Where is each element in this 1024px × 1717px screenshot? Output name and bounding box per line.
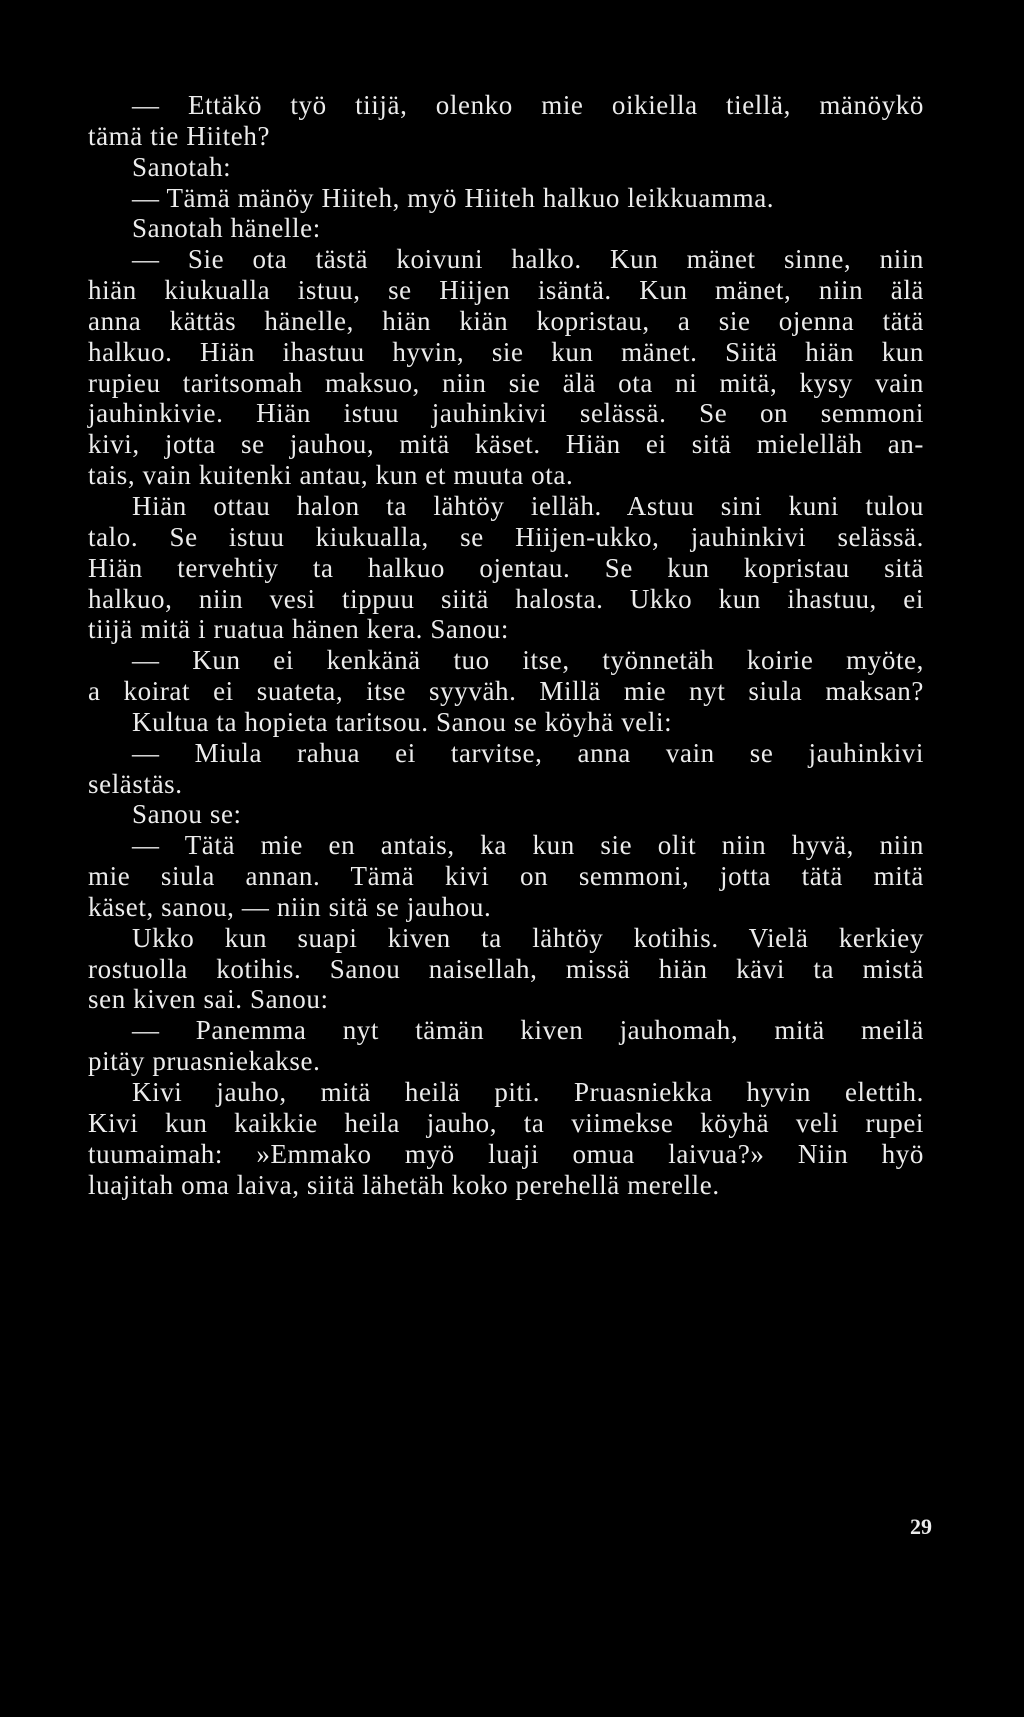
text-line: — Tämä mänöy Hiiteh, myö Hiiteh halkuo leikkuamma.: [132, 182, 775, 213]
text-line: tiijä mitä i ruatua hänen kera. Sanou:: [88, 614, 509, 645]
text-line: sen kiven sai. Sanou:: [88, 984, 329, 1015]
text-line: — Ettäkö työ tiijä, olenko mie oikiella tiellä, mänöykö: [132, 90, 924, 120]
text-line: a koirat ei suateta, itse syyväh. Millä mie nyt siula maksan?: [88, 676, 924, 707]
text-line: käset, sanou, — niin sitä se jauhou.: [88, 891, 492, 922]
text-line: Hiän tervehtiy ta halkuo ojentau. Se kun kopristau sitä: [88, 552, 924, 583]
text-line: Sanotah:: [132, 151, 232, 182]
text-line: — Sie ota tästä koivuni halko. Kun mänet sinne, niin: [132, 244, 924, 275]
text-line: tuumaimah: »Emmako myö luaji omua laivua?» Niin hyö: [88, 1138, 924, 1169]
text-line: selästäs.: [88, 768, 183, 799]
text-line: tämä tie Hiiteh?: [88, 120, 271, 151]
text-line: jauhinkivie. Hiän istuu jauhinkivi selässä. Se on semmoni: [88, 398, 924, 429]
text-line: halkuo. Hiän ihastuu hyvin, sie kun mänet. Siitä hiän kun: [88, 336, 924, 367]
text-line: tais, vain kuitenki antau, kun et muuta ota.: [88, 460, 574, 491]
text-line: rupieu taritsomah maksuo, niin sie älä ota ni mitä, kysy vain: [88, 367, 924, 398]
text-line: halkuo, niin vesi tippuu siitä halosta. Ukko kun ihastuu, ei: [88, 583, 924, 614]
text-line: — Tätä mie en antais, ka kun sie olit niin hyvä, niin: [132, 830, 924, 861]
page-number: 29: [910, 1514, 932, 1539]
text-line: — Miula rahua ei tarvitse, anna vain se jauhinkivi: [132, 737, 924, 768]
text-line: talo. Se istuu kiukualla, se Hiijen-ukko, jauhinkivi selässä.: [88, 521, 924, 552]
text-line: — Panemma nyt tämän kiven jauhomah, mitä meilä: [132, 1015, 924, 1046]
text-line: Ukko kun suapi kiven ta lähtöy kotihis. Vielä kerkiey: [132, 922, 924, 953]
text-line: pitäy pruasniekakse.: [88, 1046, 321, 1077]
text-line: anna kättäs hänelle, hiän kiän kopristau, a sie ojenna tätä: [88, 305, 924, 336]
text-line: — Kun ei kenkänä tuo itse, työnnetäh koirie myöte,: [132, 645, 924, 676]
text-line: mie siula annan. Tämä kivi on semmoni, jotta tätä mitä: [88, 861, 924, 892]
text-line: Sanotah hänelle:: [132, 213, 321, 244]
text-line: kivi, jotta se jauhou, mitä käset. Hiän ei sitä mielelläh an-: [88, 429, 924, 460]
text-line: Kivi jauho, mitä heilä piti. Pruasniekka hyvin elettih.: [132, 1077, 924, 1107]
text-line: Kultua ta hopieta taritsou. Sanou se köyhä veli:: [132, 706, 673, 737]
text-line: luajitah oma laiva, siitä lähetäh koko perehellä merelle.: [88, 1169, 720, 1200]
body-text: [88, 90, 924, 1200]
text-line: Sanou se:: [132, 799, 242, 830]
text-line: Hiän ottau halon ta lähtöy ielläh. Astuu sini kuni tulou: [132, 490, 924, 521]
text-line: hiän kiukualla istuu, se Hiijen isäntä. Kun mänet, niin älä: [88, 275, 924, 306]
text-line: Kivi kun kaikkie heila jauho, ta viimekse köyhä veli rupei: [88, 1107, 924, 1138]
text-line: rostuolla kotihis. Sanou naisellah, missä hiän kävi ta mistä: [88, 953, 924, 984]
